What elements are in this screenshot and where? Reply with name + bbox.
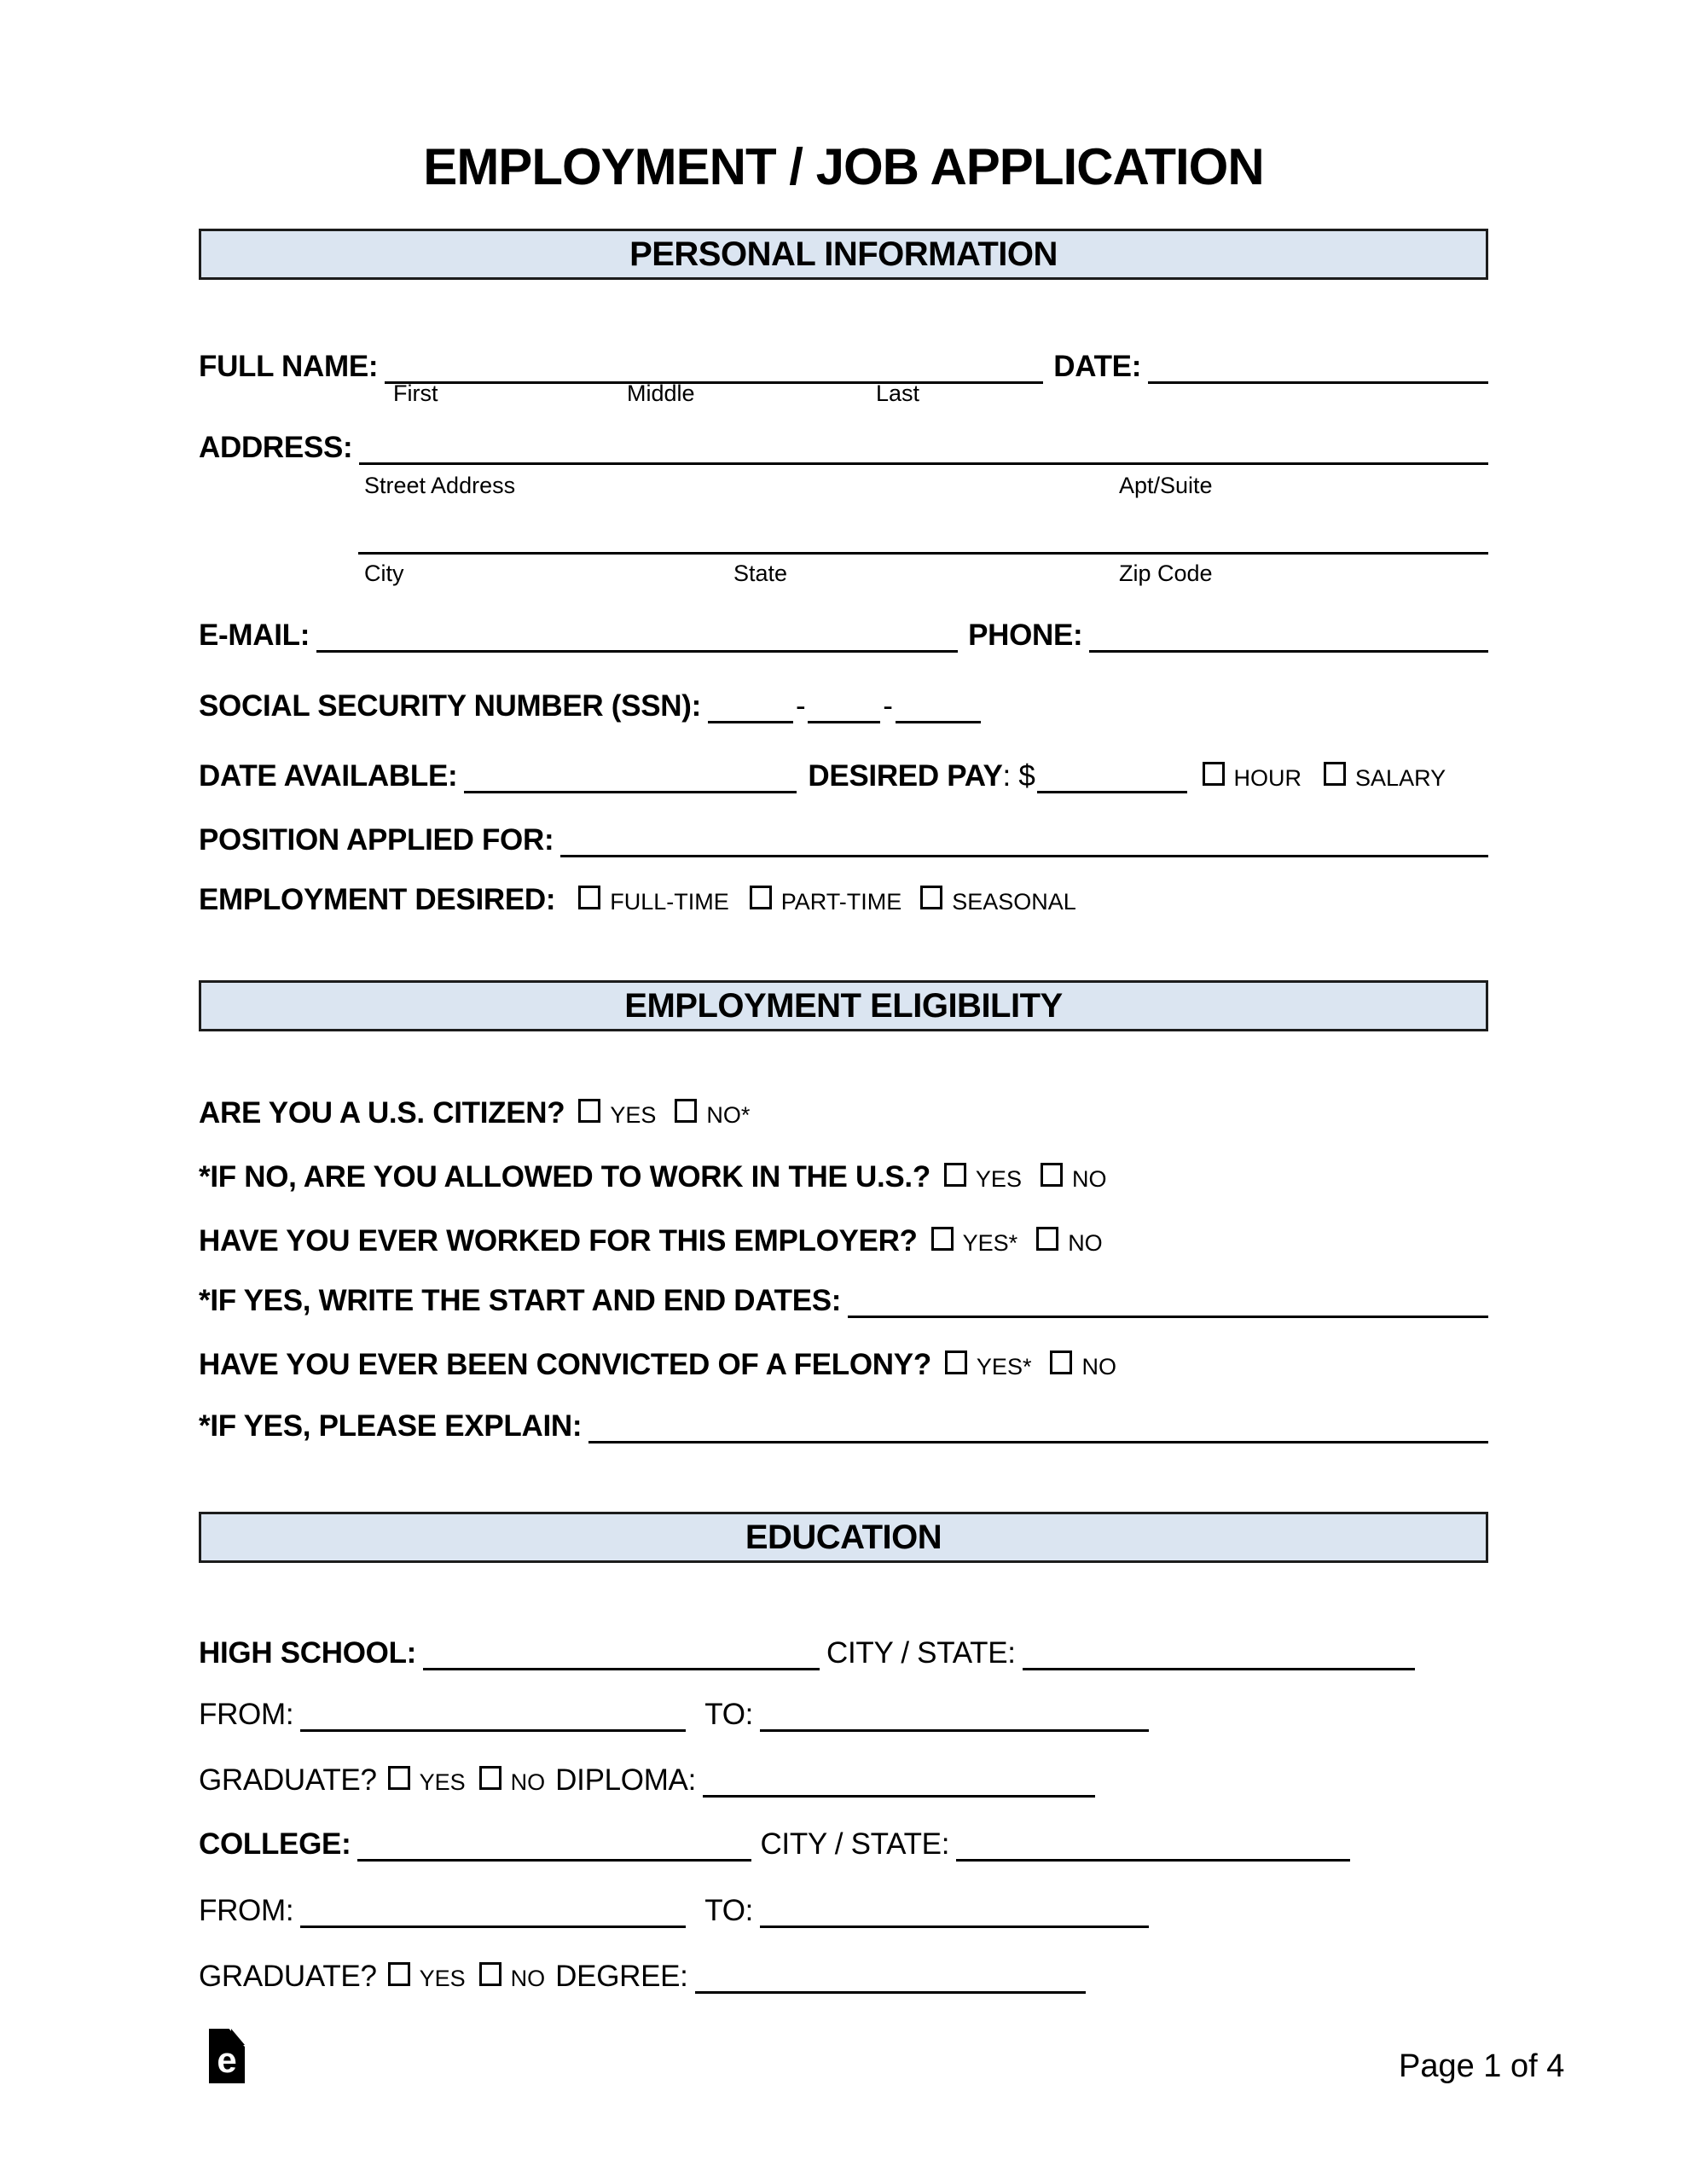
hs-city-state-label: CITY / STATE: bbox=[826, 1636, 1016, 1670]
citizen-yes-option bbox=[578, 1099, 656, 1127]
felony-no-label: NO bbox=[1081, 1354, 1116, 1380]
allowed-work-yes-label: YES bbox=[975, 1166, 1022, 1192]
full-name-field[interactable] bbox=[385, 351, 1043, 384]
city-sublabel: City bbox=[364, 561, 404, 586]
state-sublabel: State bbox=[733, 561, 788, 586]
salary-label: SALARY bbox=[1355, 765, 1446, 791]
employment-desired-row bbox=[199, 885, 1488, 915]
hs-city-state-field[interactable] bbox=[1023, 1638, 1415, 1670]
allowed-work-no-label: NO bbox=[1071, 1166, 1107, 1192]
start-end-dates-field[interactable] bbox=[848, 1286, 1488, 1318]
citizen-question-row bbox=[199, 1098, 1488, 1128]
hs-graduate-no-label: NO bbox=[510, 1769, 546, 1795]
college-graduate-row bbox=[199, 1961, 1488, 1994]
allowed-work-question-row bbox=[199, 1162, 1488, 1192]
full-time-checkbox[interactable] bbox=[578, 886, 600, 909]
college-graduate-no-option bbox=[479, 1962, 546, 1990]
desired-pay-label: DESIRED PAY bbox=[808, 759, 1003, 793]
felony-no-option bbox=[1050, 1350, 1116, 1379]
name-sublabels-row bbox=[199, 382, 1488, 408]
date-label: DATE: bbox=[1053, 350, 1142, 383]
college-city-state-field[interactable] bbox=[956, 1829, 1350, 1862]
felony-question-label: HAVE YOU EVER BEEN CONVICTED OF A FELONY? bbox=[199, 1348, 931, 1381]
position-applied-label: POSITION APPLIED FOR: bbox=[199, 823, 554, 857]
diploma-label: DIPLOMA: bbox=[555, 1763, 697, 1797]
worked-before-no-checkbox[interactable] bbox=[1036, 1227, 1058, 1251]
high-school-field[interactable] bbox=[423, 1638, 820, 1670]
hs-to-label: TO: bbox=[704, 1698, 754, 1731]
address-sublabels-row-2 bbox=[199, 562, 1488, 588]
diploma-field[interactable] bbox=[703, 1765, 1095, 1798]
high-school-label: HIGH SCHOOL: bbox=[199, 1636, 417, 1670]
citizen-yes-label: YES bbox=[610, 1102, 657, 1128]
hs-from-to-row bbox=[199, 1699, 1488, 1732]
college-graduate-yes-option bbox=[388, 1962, 466, 1990]
desired-pay-field[interactable] bbox=[1037, 761, 1187, 793]
felony-question-row bbox=[199, 1350, 1488, 1380]
zip-code-sublabel: Zip Code bbox=[1119, 561, 1213, 586]
allowed-work-no-checkbox[interactable] bbox=[1041, 1163, 1063, 1187]
desired-pay-dollar-prefix: : $ bbox=[1002, 759, 1035, 793]
college-city-state-label: CITY / STATE: bbox=[760, 1827, 950, 1861]
date-field[interactable] bbox=[1148, 351, 1488, 384]
page-title: EMPLOYMENT / JOB APPLICATION bbox=[423, 138, 1264, 195]
ssn-row bbox=[199, 691, 1488, 723]
citizen-no-option bbox=[675, 1099, 750, 1127]
hour-label: HOUR bbox=[1233, 765, 1302, 791]
worked-before-no-label: NO bbox=[1068, 1230, 1103, 1256]
first-name-sublabel: First bbox=[393, 380, 438, 406]
allowed-work-no-option bbox=[1041, 1163, 1107, 1191]
ssn-field-1[interactable] bbox=[708, 691, 793, 723]
allowed-work-yes-option bbox=[944, 1163, 1022, 1191]
salary-option bbox=[1324, 762, 1446, 790]
employment-desired-label: EMPLOYMENT DESIRED: bbox=[199, 883, 556, 916]
section-header-eligibility bbox=[199, 980, 1488, 1031]
address-label: ADDRESS: bbox=[199, 431, 353, 464]
hs-to-field[interactable] bbox=[760, 1699, 1149, 1732]
phone-field[interactable] bbox=[1089, 620, 1488, 653]
eforms-logo bbox=[209, 2029, 245, 2083]
college-from-field[interactable] bbox=[300, 1896, 686, 1928]
allowed-work-yes-checkbox[interactable] bbox=[944, 1163, 966, 1187]
felony-no-checkbox[interactable] bbox=[1050, 1350, 1072, 1374]
ssn-field-3[interactable] bbox=[896, 691, 981, 723]
part-time-label: PART-TIME bbox=[780, 889, 902, 915]
position-applied-field[interactable] bbox=[560, 825, 1488, 857]
middle-name-sublabel: Middle bbox=[627, 380, 695, 406]
college-graduate-yes-checkbox[interactable] bbox=[388, 1962, 410, 1986]
section-header-education-label: EDUCATION bbox=[745, 1518, 942, 1556]
citizen-question-label: ARE YOU A U.S. CITIZEN? bbox=[199, 1096, 565, 1130]
hs-graduate-yes-option bbox=[388, 1766, 466, 1794]
section-header-personal bbox=[199, 229, 1488, 280]
felony-yes-checkbox[interactable] bbox=[945, 1350, 967, 1374]
full-name-label: FULL NAME: bbox=[199, 350, 379, 383]
college-to-label: TO: bbox=[704, 1894, 754, 1927]
hs-from-label: FROM: bbox=[199, 1698, 294, 1731]
felony-yes-option bbox=[945, 1350, 1032, 1379]
college-row bbox=[199, 1829, 1488, 1862]
street-address-sublabel: Street Address bbox=[364, 473, 516, 498]
hour-option bbox=[1203, 762, 1302, 790]
full-name-row bbox=[199, 351, 1488, 384]
college-from-to-row bbox=[199, 1896, 1488, 1928]
college-to-field[interactable] bbox=[760, 1896, 1149, 1928]
worked-before-yes-option bbox=[931, 1227, 1018, 1255]
last-name-sublabel: Last bbox=[876, 380, 920, 406]
hs-graduate-yes-checkbox[interactable] bbox=[388, 1766, 410, 1790]
salary-checkbox[interactable] bbox=[1324, 762, 1346, 786]
address-line1-field[interactable] bbox=[359, 433, 1488, 465]
college-from-label: FROM: bbox=[199, 1894, 294, 1927]
eforms-logo-letter: e bbox=[217, 2040, 237, 2080]
hs-graduate-no-checkbox[interactable] bbox=[479, 1766, 501, 1790]
part-time-checkbox[interactable] bbox=[750, 886, 772, 909]
ssn-dash-2: - bbox=[883, 689, 893, 723]
college-graduate-no-checkbox[interactable] bbox=[479, 1962, 501, 1986]
citizen-no-label: NO* bbox=[706, 1102, 751, 1128]
page-number: Page 1 of 4 bbox=[1399, 2048, 1565, 2084]
seasonal-checkbox[interactable] bbox=[920, 886, 942, 909]
high-school-row bbox=[199, 1638, 1488, 1670]
degree-field[interactable] bbox=[695, 1961, 1086, 1994]
felony-explain-row bbox=[199, 1411, 1488, 1443]
full-time-option bbox=[578, 886, 729, 914]
degree-label: DEGREE: bbox=[555, 1960, 688, 1993]
start-end-dates-label: *IF YES, WRITE THE START AND END DATES: bbox=[199, 1284, 842, 1317]
ssn-label: SOCIAL SECURITY NUMBER (SSN): bbox=[199, 689, 701, 723]
email-field[interactable] bbox=[316, 620, 958, 653]
hs-from-field[interactable] bbox=[300, 1699, 686, 1732]
college-field[interactable] bbox=[357, 1829, 751, 1862]
hour-checkbox[interactable] bbox=[1203, 762, 1225, 786]
seasonal-option bbox=[920, 886, 1076, 914]
college-label: COLLEGE: bbox=[199, 1827, 351, 1861]
email-label: E-MAIL: bbox=[199, 619, 310, 652]
felony-yes-label: YES* bbox=[976, 1354, 1032, 1380]
allowed-work-question-label: *IF NO, ARE YOU ALLOWED TO WORK IN THE U.S.? bbox=[199, 1160, 930, 1194]
hs-graduate-no-option bbox=[479, 1766, 546, 1794]
citizen-yes-checkbox[interactable] bbox=[578, 1099, 600, 1123]
worked-before-yes-label: YES* bbox=[962, 1230, 1018, 1256]
worked-before-no-option bbox=[1036, 1227, 1103, 1255]
citizen-no-checkbox[interactable] bbox=[675, 1099, 697, 1123]
section-header-education bbox=[199, 1512, 1488, 1563]
college-graduate-label: GRADUATE? bbox=[199, 1960, 377, 1993]
section-header-eligibility-label: EMPLOYMENT ELIGIBILITY bbox=[624, 986, 1063, 1025]
hs-graduate-row bbox=[199, 1765, 1488, 1798]
college-graduate-yes-label: YES bbox=[419, 1966, 466, 1991]
date-available-label: DATE AVAILABLE: bbox=[199, 759, 458, 793]
worked-before-question-label: HAVE YOU EVER WORKED FOR THIS EMPLOYER? bbox=[199, 1224, 918, 1258]
seasonal-label: SEASONAL bbox=[952, 889, 1076, 915]
apt-suite-sublabel: Apt/Suite bbox=[1119, 473, 1213, 498]
email-phone-row bbox=[199, 620, 1488, 653]
date-available-field[interactable] bbox=[464, 761, 797, 793]
start-end-dates-row bbox=[199, 1286, 1488, 1318]
worked-before-question-row bbox=[199, 1226, 1488, 1256]
felony-explain-label: *IF YES, PLEASE EXPLAIN: bbox=[199, 1409, 583, 1443]
worked-before-yes-checkbox[interactable] bbox=[931, 1227, 954, 1251]
hs-graduate-label: GRADUATE? bbox=[199, 1763, 377, 1797]
address-row bbox=[199, 433, 1488, 465]
section-header-personal-label: PERSONAL INFORMATION bbox=[629, 235, 1058, 273]
ssn-field-2[interactable] bbox=[808, 691, 880, 723]
full-time-label: FULL-TIME bbox=[610, 889, 729, 915]
felony-explain-field[interactable] bbox=[588, 1411, 1488, 1443]
position-row bbox=[199, 825, 1488, 857]
part-time-option bbox=[750, 886, 902, 914]
date-available-pay-row bbox=[199, 761, 1488, 793]
ssn-dash-1: - bbox=[795, 689, 806, 723]
hs-graduate-yes-label: YES bbox=[419, 1769, 466, 1795]
address-sublabels-row-1 bbox=[199, 474, 1488, 500]
address-line2-field[interactable] bbox=[358, 552, 1488, 555]
phone-label: PHONE: bbox=[968, 619, 1083, 652]
college-graduate-no-label: NO bbox=[510, 1966, 546, 1991]
